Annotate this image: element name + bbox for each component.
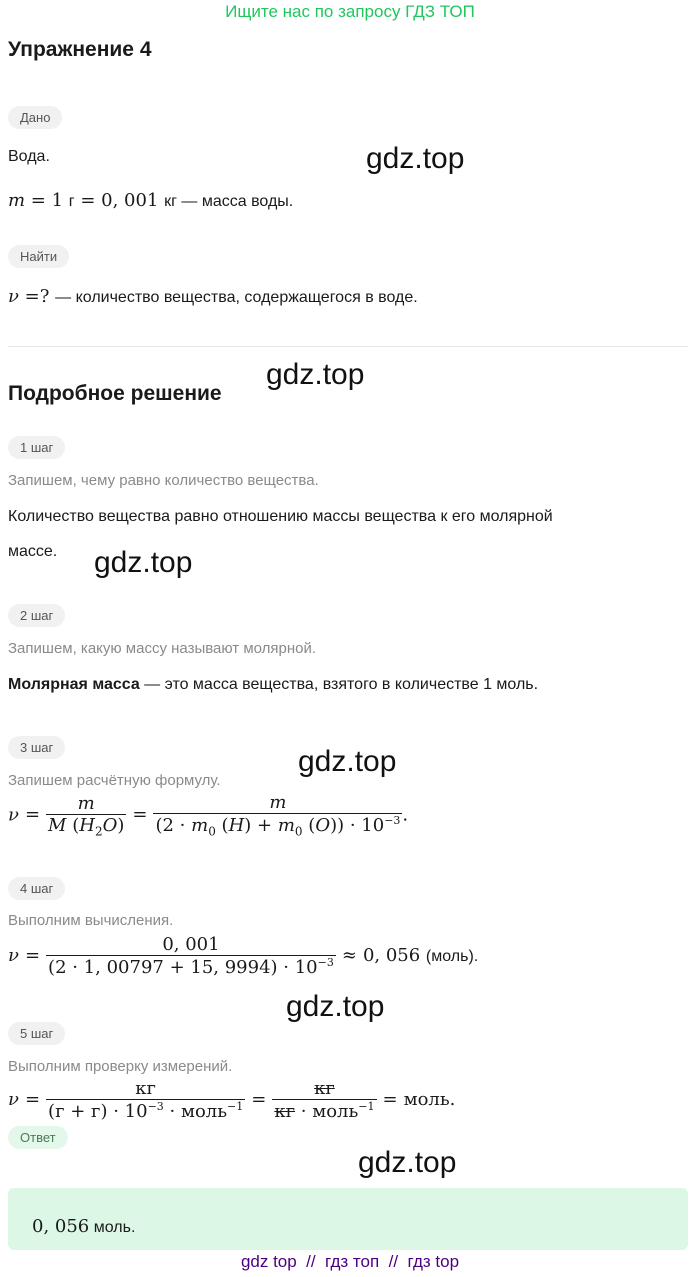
step2-text (8, 676, 538, 694)
step4-tag: 4 шаг (8, 877, 65, 900)
given-tag: Дано (8, 106, 62, 129)
watermark: gdz.top (366, 142, 465, 175)
given-mass-text: — масса воды. (181, 193, 294, 210)
given-line-water: Вода. (8, 148, 50, 165)
answer-unit: моль. (93, 1219, 136, 1236)
watermark: gdz.top (266, 358, 365, 391)
step3-hint: Запишем расчётную формулу. (8, 772, 221, 789)
given-mass-line: m = 1 г = 0, 001 кг — масса воды. (8, 190, 294, 211)
solution-title: Подробное решение (8, 382, 222, 405)
watermark: gdz.top (286, 990, 385, 1023)
step5-tag: 5 шаг (8, 1022, 65, 1045)
section-divider (8, 346, 688, 347)
step1-text-line2: массе. (8, 543, 58, 560)
step3-formula: ν = $\frac{m}{M (H_2O)}$ = $\frac{m}{(2 \cdot m_0 (H) + m_0 (O)) \cdot 10^{-3}}$ . (8, 792, 409, 839)
step4-formula: ν = $\frac{0, 001}{(2 \cdot 1, 00797 + 15, 9994) \cdot 10^{-3}}$ ≈ 0, 056 (моль). (8, 934, 479, 978)
step2-definition: — это масса вещества, взятого в количестве 1 моль. (139, 676, 539, 693)
find-tag: Найти (8, 245, 69, 268)
watermark: gdz.top (358, 1146, 457, 1179)
watermark: gdz.top (298, 745, 397, 778)
step2-tag: 2 шаг (8, 604, 65, 627)
answer-line (32, 1216, 135, 1237)
top-banner[interactable]: Ищите нас по запросу ГДЗ ТОП (225, 2, 475, 21)
step1-tag: 1 шаг (8, 436, 65, 459)
find-line: ν =? — количество вещества, содержащегося в воде. (8, 286, 418, 307)
page-title: Упражнение 4 (8, 38, 152, 61)
answer-value: 0, 056 (32, 1216, 90, 1237)
step4-hint: Выполним вычисления. (8, 912, 174, 929)
step3-tag: 3 шаг (8, 736, 65, 759)
step5-hint: Выполним проверку измерений. (8, 1058, 233, 1075)
answer-tag: Ответ (8, 1126, 68, 1149)
step5-formula: ν = $\frac{кг}{(г + г) \cdot 10^{-3} \cdot моль^{-1}}$ = $\frac{кг}{кг \cdot моль^{-1}}$ = моль. (8, 1078, 456, 1122)
step1-hint: Запишем, чему равно количество вещества. (8, 472, 319, 489)
watermark: gdz.top (94, 546, 193, 579)
find-text: — количество вещества, содержащегося в воде. (55, 289, 418, 306)
step1-text-line1: Количество вещества равно отношению массы вещества к его молярной (8, 508, 553, 525)
step4-unit: (моль). (425, 948, 479, 965)
footer-links[interactable]: gdz top // гдз топ // гдз top (240, 1252, 460, 1271)
step2-bold-term: Молярная масса (8, 676, 140, 693)
step2-hint: Запишем, какую массу называют молярной. (8, 640, 317, 657)
